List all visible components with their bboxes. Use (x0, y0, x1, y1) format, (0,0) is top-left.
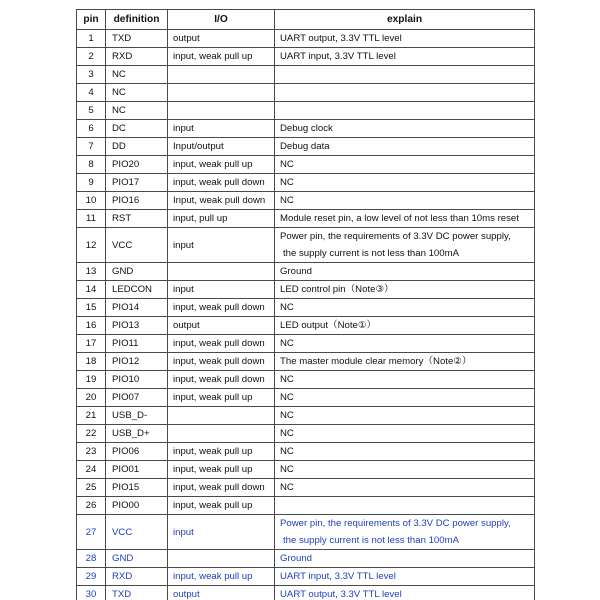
explain-line: NC (280, 374, 294, 385)
pin-cell: 1 (77, 30, 106, 48)
table-row (77, 263, 535, 281)
explain-cell (275, 568, 535, 586)
explain-cell (275, 299, 535, 317)
pin-definition-table (76, 9, 535, 600)
explain-cell (275, 407, 535, 425)
definition-cell: PIO06 (106, 443, 168, 461)
explain-cell (275, 317, 535, 335)
pin-cell: 11 (77, 210, 106, 228)
explain-cell (275, 30, 535, 48)
explain-cell (275, 120, 535, 138)
table-row (77, 281, 535, 299)
definition-cell: NC (106, 84, 168, 102)
definition-cell: DC (106, 120, 168, 138)
table-row (77, 425, 535, 443)
pin-cell: 18 (77, 353, 106, 371)
explain-cell (275, 138, 535, 156)
explain-cell (275, 425, 535, 443)
explain-cell (275, 586, 535, 600)
header-io: I/O (168, 10, 275, 30)
io-cell: output (168, 30, 275, 48)
explain-line: NC (280, 464, 294, 475)
table-row (77, 515, 535, 550)
explain-cell (275, 479, 535, 497)
table-row (77, 66, 535, 84)
explain-line: UART input, 3.3V TTL level (280, 571, 396, 582)
io-cell: input, weak pull down (168, 479, 275, 497)
explain-line: NC (280, 410, 294, 421)
io-cell: input, pull up (168, 210, 275, 228)
definition-cell: GND (106, 550, 168, 568)
table-row (77, 497, 535, 515)
table-row (77, 228, 535, 263)
table-row (77, 568, 535, 586)
table-row (77, 120, 535, 138)
header-pin: pin (77, 10, 106, 30)
pin-cell: 22 (77, 425, 106, 443)
table-row (77, 389, 535, 407)
pin-cell: 7 (77, 138, 106, 156)
definition-cell: PIO01 (106, 461, 168, 479)
io-cell: input, weak pull up (168, 568, 275, 586)
pin-cell: 6 (77, 120, 106, 138)
io-cell: input, weak pull up (168, 48, 275, 66)
explain-line: NC (280, 392, 294, 403)
pin-cell: 13 (77, 263, 106, 281)
definition-cell: PIO00 (106, 497, 168, 515)
explain-line: The master module clear memory（Note②） (280, 356, 472, 367)
pin-cell: 3 (77, 66, 106, 84)
explain-cell (275, 66, 535, 84)
pin-cell: 27 (77, 515, 106, 550)
explain-line: Module reset pin, a low level of not less than 10ms reset (280, 213, 519, 224)
explain-line: LED output（Note①） (280, 320, 377, 331)
table-row (77, 210, 535, 228)
io-cell: input (168, 120, 275, 138)
explain-cell (275, 210, 535, 228)
io-cell: output (168, 317, 275, 335)
table-row (77, 138, 535, 156)
io-cell: input, weak pull up (168, 389, 275, 407)
table-row (77, 102, 535, 120)
table-row (77, 174, 535, 192)
definition-cell: USB_D- (106, 407, 168, 425)
io-cell: input, weak pull up (168, 461, 275, 479)
table-row (77, 156, 535, 174)
table-row (77, 335, 535, 353)
io-cell: input (168, 515, 275, 550)
explain-cell (275, 550, 535, 568)
explain-line: NC (280, 195, 294, 206)
io-cell: input, weak pull down (168, 174, 275, 192)
explain-cell (275, 371, 535, 389)
pin-cell: 8 (77, 156, 106, 174)
definition-cell: RST (106, 210, 168, 228)
definition-cell: PIO16 (106, 192, 168, 210)
explain-line: NC (280, 159, 294, 170)
explain-cell (275, 389, 535, 407)
pin-cell: 12 (77, 228, 106, 263)
table-row (77, 407, 535, 425)
io-cell: Input, weak pull down (168, 192, 275, 210)
table-row (77, 371, 535, 389)
pin-cell: 24 (77, 461, 106, 479)
io-cell (168, 102, 275, 120)
explain-line: LED control pin（Note③） (280, 284, 394, 295)
explain-line: NC (280, 482, 294, 493)
explain-line: Power pin, the requirements of 3.3V DC power supply, (280, 231, 511, 242)
io-cell: input, weak pull up (168, 156, 275, 174)
table-row (77, 586, 535, 600)
io-cell: input, weak pull up (168, 497, 275, 515)
pin-cell: 4 (77, 84, 106, 102)
definition-cell: PIO20 (106, 156, 168, 174)
io-cell: input, weak pull down (168, 353, 275, 371)
explain-line: NC (280, 338, 294, 349)
explain-cell (275, 353, 535, 371)
explain-cell (275, 461, 535, 479)
io-cell (168, 263, 275, 281)
explain-cell (275, 192, 535, 210)
pin-cell: 19 (77, 371, 106, 389)
table-row (77, 443, 535, 461)
explain-line: Power pin, the requirements of 3.3V DC power supply, (280, 518, 511, 529)
pin-cell: 14 (77, 281, 106, 299)
explain-cell (275, 84, 535, 102)
table-header (77, 10, 535, 30)
definition-cell: PIO13 (106, 317, 168, 335)
explain-line: Ground (280, 266, 312, 277)
definition-cell: DD (106, 138, 168, 156)
table-row (77, 299, 535, 317)
table-row (77, 30, 535, 48)
explain-line: Ground (280, 553, 312, 564)
io-cell (168, 425, 275, 443)
io-cell: output (168, 586, 275, 600)
definition-cell: PIO11 (106, 335, 168, 353)
header-row (77, 10, 535, 30)
definition-cell: RXD (106, 48, 168, 66)
pin-cell: 2 (77, 48, 106, 66)
pin-cell: 10 (77, 192, 106, 210)
pin-cell: 16 (77, 317, 106, 335)
definition-cell: RXD (106, 568, 168, 586)
explain-cell (275, 281, 535, 299)
explain-line: Debug clock (280, 123, 333, 134)
pin-cell: 15 (77, 299, 106, 317)
definition-cell: NC (106, 102, 168, 120)
table-row (77, 48, 535, 66)
io-cell (168, 66, 275, 84)
io-cell (168, 407, 275, 425)
explain-cell (275, 497, 535, 515)
io-cell: input (168, 228, 275, 263)
explain-cell (275, 174, 535, 192)
io-cell (168, 84, 275, 102)
table-row (77, 353, 535, 371)
table-row (77, 461, 535, 479)
pin-cell: 23 (77, 443, 106, 461)
definition-cell: PIO10 (106, 371, 168, 389)
io-cell: input, weak pull up (168, 443, 275, 461)
explain-cell (275, 48, 535, 66)
io-cell: input, weak pull down (168, 299, 275, 317)
explain-line: UART input, 3.3V TTL level (280, 51, 396, 62)
explain-cell (275, 156, 535, 174)
explain-line: NC (280, 177, 294, 188)
pin-cell: 20 (77, 389, 106, 407)
header-explain: explain (275, 10, 535, 30)
explain-line: Debug data (280, 141, 330, 152)
explain-cell (275, 102, 535, 120)
definition-cell: USB_D+ (106, 425, 168, 443)
definition-cell: NC (106, 66, 168, 84)
definition-cell: LEDCON (106, 281, 168, 299)
definition-cell: PIO15 (106, 479, 168, 497)
io-cell (168, 550, 275, 568)
definition-cell: PIO12 (106, 353, 168, 371)
table-row (77, 550, 535, 568)
pin-cell: 9 (77, 174, 106, 192)
table-row (77, 479, 535, 497)
explain-cell (275, 515, 535, 550)
pin-cell: 26 (77, 497, 106, 515)
io-cell: input (168, 281, 275, 299)
io-cell: Input/output (168, 138, 275, 156)
pin-cell: 17 (77, 335, 106, 353)
table-body (77, 30, 535, 600)
io-cell: input, weak pull down (168, 371, 275, 389)
io-cell: input, weak pull down (168, 335, 275, 353)
pin-cell: 29 (77, 568, 106, 586)
definition-cell: TXD (106, 586, 168, 600)
definition-cell: PIO17 (106, 174, 168, 192)
pin-cell: 5 (77, 102, 106, 120)
explain-cell (275, 228, 535, 263)
table-row (77, 317, 535, 335)
pin-cell: 25 (77, 479, 106, 497)
table-row (77, 192, 535, 210)
definition-cell: PIO07 (106, 389, 168, 407)
header-definition: definition (106, 10, 168, 30)
pin-cell: 30 (77, 586, 106, 600)
explain-cell (275, 335, 535, 353)
definition-cell: VCC (106, 515, 168, 550)
explain-cell (275, 263, 535, 281)
explain-line: the supply current is not less than 100mA (283, 535, 459, 546)
pin-cell: 21 (77, 407, 106, 425)
explain-cell (275, 443, 535, 461)
definition-cell: GND (106, 263, 168, 281)
definition-cell: TXD (106, 30, 168, 48)
explain-line: UART output, 3.3V TTL level (280, 589, 402, 600)
explain-line: NC (280, 446, 294, 457)
pin-cell: 28 (77, 550, 106, 568)
definition-cell: VCC (106, 228, 168, 263)
table-row (77, 84, 535, 102)
explain-line: UART output, 3.3V TTL level (280, 33, 402, 44)
definition-cell: PIO14 (106, 299, 168, 317)
explain-line: NC (280, 302, 294, 313)
explain-line: the supply current is not less than 100mA (283, 248, 459, 259)
explain-line: NC (280, 428, 294, 439)
